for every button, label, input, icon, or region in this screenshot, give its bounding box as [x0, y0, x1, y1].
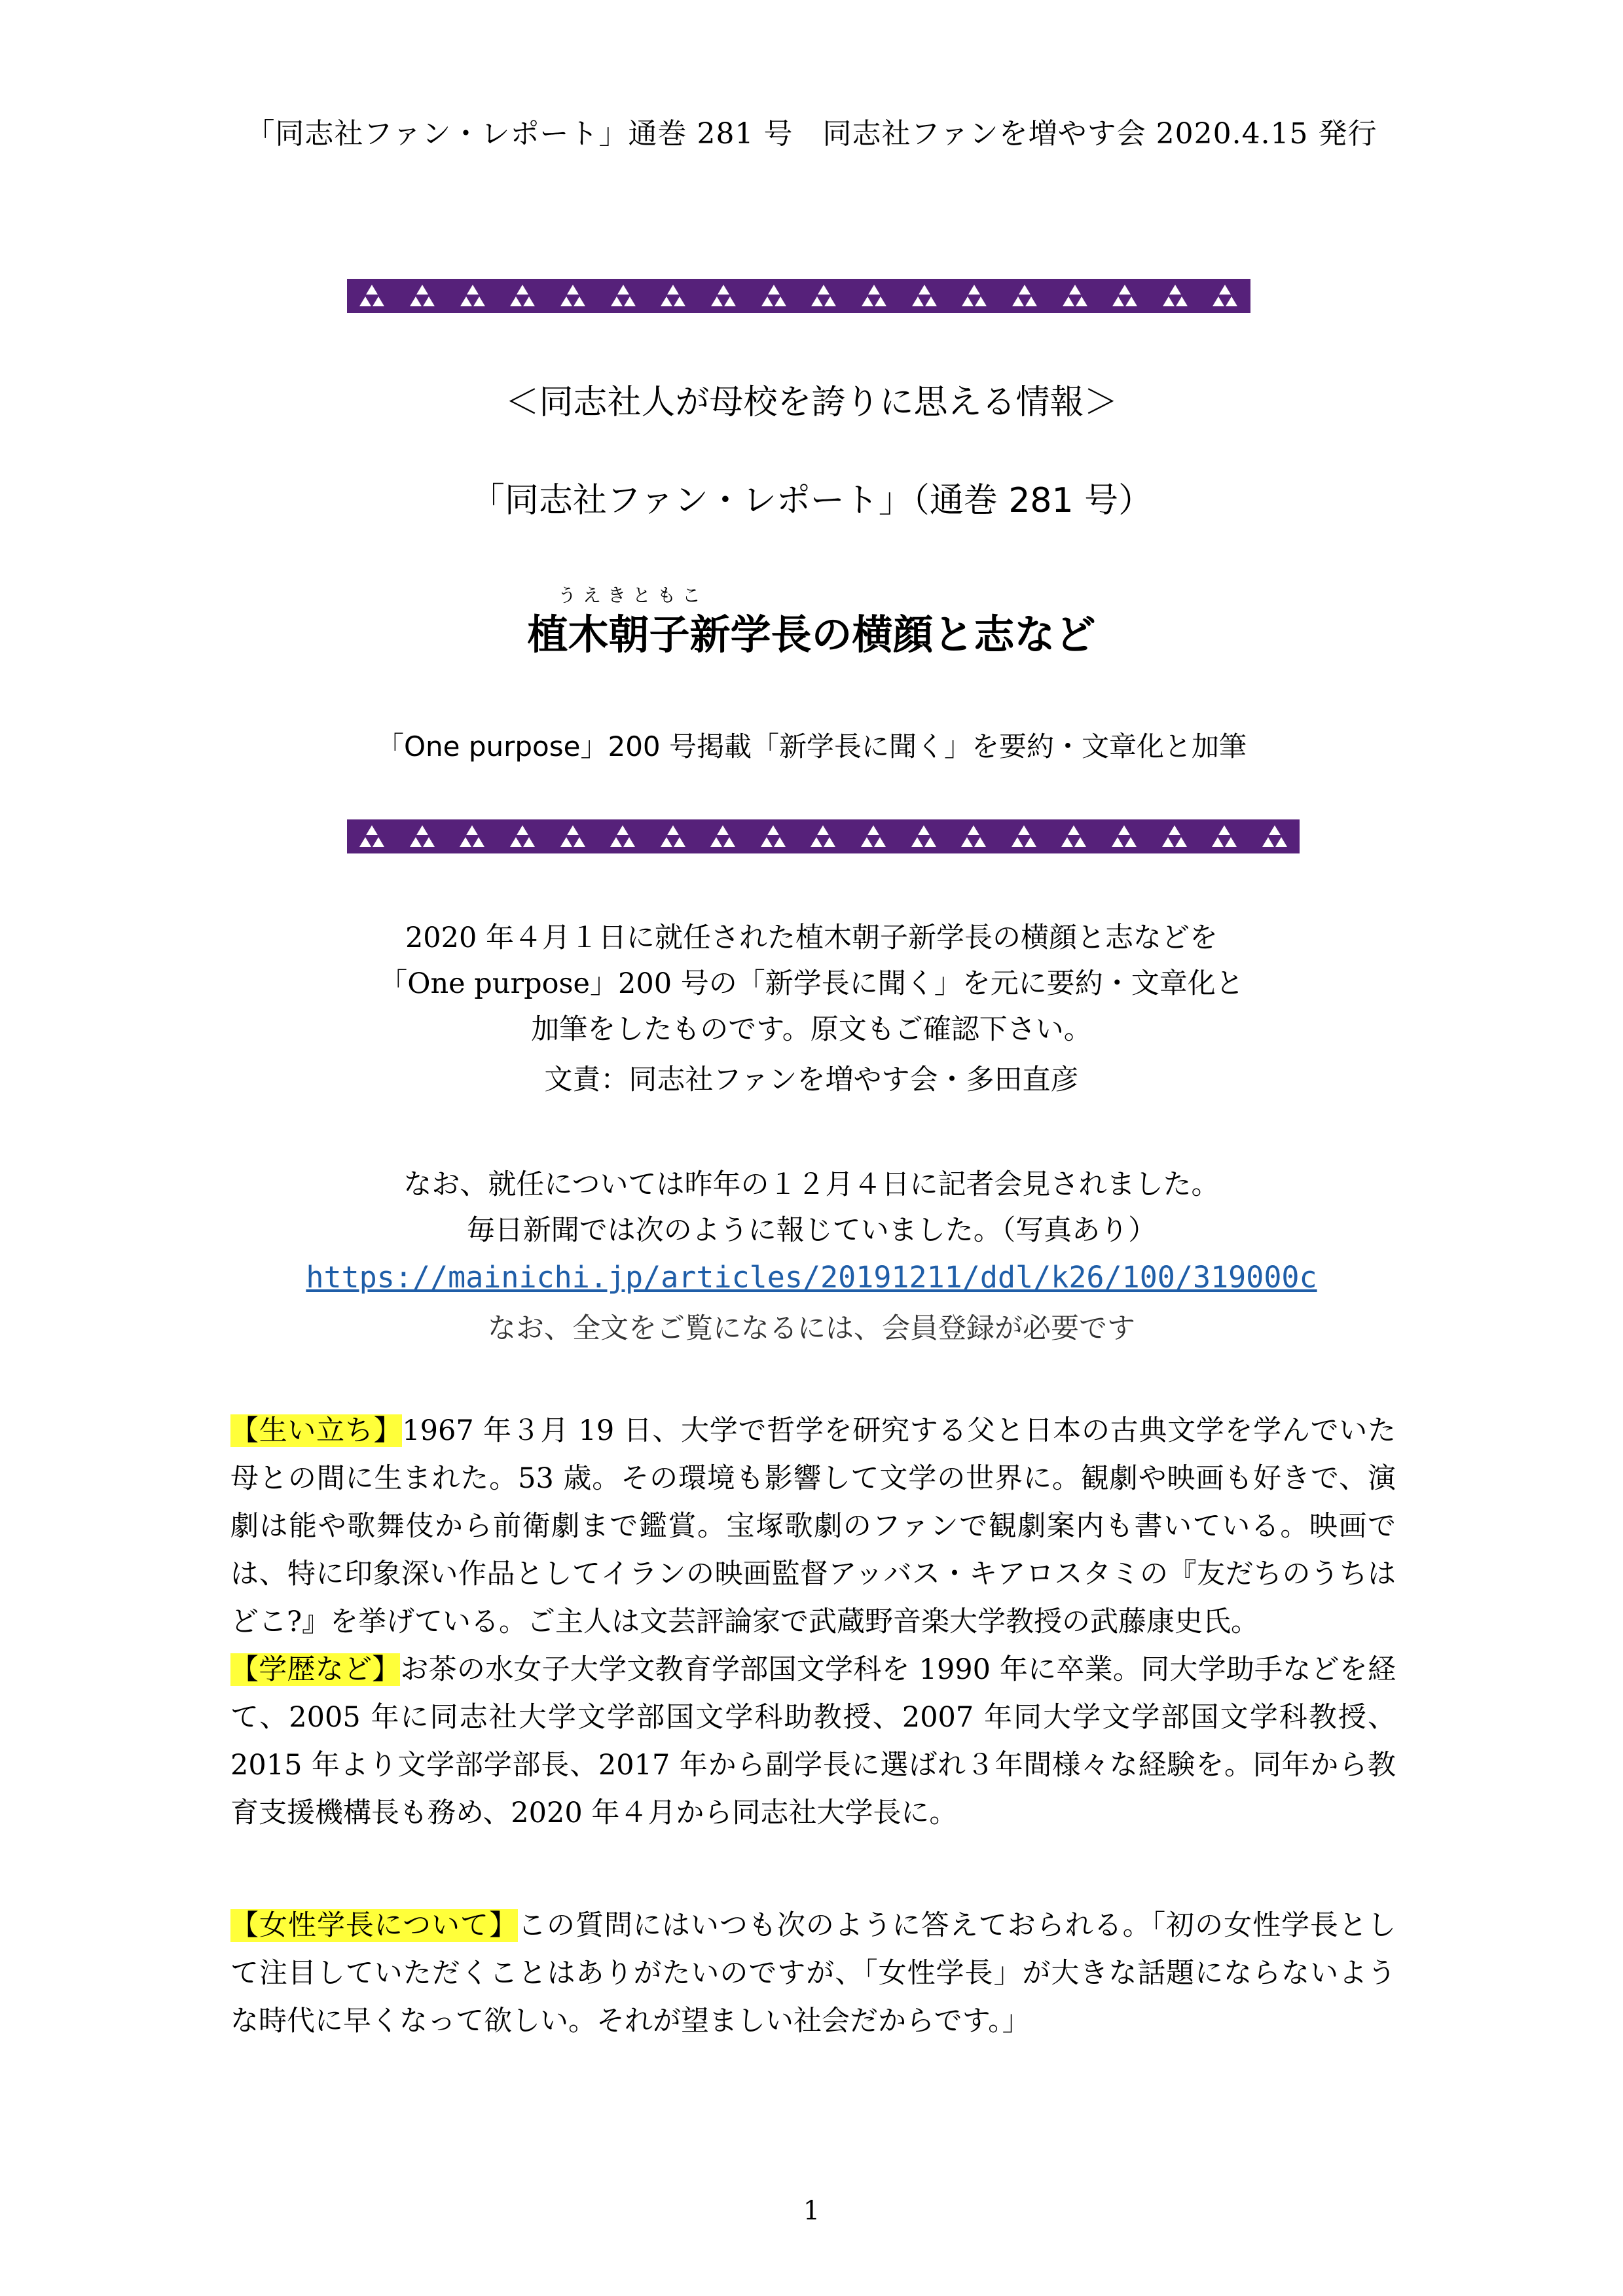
intro-line: 加筆をしたものです。原文もご確認下さい。 — [531, 1013, 1092, 1046]
triangle-pattern-icon — [710, 283, 737, 308]
triangle-pattern-icon — [1061, 283, 1089, 308]
triangle-pattern-icon — [1060, 824, 1087, 849]
triangle-pattern-icon — [409, 283, 436, 308]
triangle-pattern-icon — [709, 824, 737, 849]
intro-line: 2020 年４月１日に就任された植木朝子新学長の横顔と志などを — [405, 922, 1218, 954]
triangle-pattern-icon — [458, 824, 486, 849]
decorative-band-bottom — [347, 819, 1300, 853]
triangle-pattern-icon — [659, 824, 687, 849]
note-line: なお、全文をご覧になるには、会員登録が必要です — [488, 1312, 1135, 1345]
female-president-label: 【女性学長について】 — [230, 1909, 518, 1942]
triangle-pattern-icon — [760, 283, 788, 308]
triangle-pattern-icon — [1111, 283, 1139, 308]
triangle-pattern-icon — [459, 283, 486, 308]
triangle-pattern-icon — [1110, 824, 1138, 849]
upbringing-label: 【生い立ち】 — [230, 1414, 403, 1447]
triangle-pattern-icon — [609, 824, 636, 849]
triangle-pattern-icon — [1261, 824, 1288, 849]
running-header: 「同志社ファン・レポート」通巻 281 号 同志社ファンを増やす会 2020.4.15 発行 — [246, 117, 1377, 151]
triangle-pattern-icon — [1211, 824, 1238, 849]
triangle-pattern-icon — [358, 824, 386, 849]
page-number: 1 — [803, 2196, 820, 2226]
source-line: 「One purpose」200 号掲載「新学長に聞く」を要約・文章化と加筆 — [376, 730, 1247, 762]
triangle-pattern-icon — [509, 283, 536, 308]
note-line: なお、就任については昨年の１２月４日に記者会見されました。 — [403, 1168, 1220, 1201]
mainichi-news-link[interactable]: https://mainichi.jp/articles/20191211/ddl/k26/100/319000c — [306, 1260, 1317, 1295]
triangle-pattern-icon — [659, 283, 687, 308]
triangle-pattern-icon — [860, 824, 887, 849]
education-label: 【学歴など】 — [230, 1653, 401, 1686]
triangle-pattern-icon — [559, 283, 587, 308]
upbringing-text: 1967 年３月 19 日、大学で哲学を研究する父と日本の古典文学を学んでいた母との間に生まれた。53 歳。その環境も影響して文学の世界に。観劇や映画も好きで、演劇は能や歌舞伎から前衛劇まで鑑賞。宝塚歌劇のファンで観劇案内も書いている。映画では、特に印象深い作品としてイランの映画監督アッバス・キアロスタミの『友だちのうちはどこ?』を挙げている。ご主人は文芸評論家で武蔵野音楽大学教授の武藤康史氏。 — [230, 1414, 1396, 1638]
triangle-pattern-icon — [509, 824, 536, 849]
page-title: 植木朝子新学長の横顔と志など — [527, 611, 1096, 658]
triangle-pattern-icon — [911, 283, 938, 308]
section-upbringing — [230, 1407, 1396, 1837]
triangle-pattern-icon — [358, 283, 386, 308]
subtitle-info: ＜同志社人が母校を誇りに思える情報＞ — [505, 383, 1118, 422]
triangle-pattern-icon — [559, 824, 587, 849]
triangle-pattern-icon — [409, 824, 436, 849]
triangle-pattern-icon — [810, 283, 837, 308]
triangle-pattern-icon — [960, 283, 988, 308]
intro-author-line: 文責：同志社ファンを増やす会・多田直彦 — [544, 1064, 1079, 1096]
triangle-pattern-icon — [910, 824, 938, 849]
triangle-pattern-icon — [1161, 824, 1188, 849]
triangle-pattern-icon — [1011, 283, 1038, 308]
triangle-pattern-icon — [759, 824, 787, 849]
note-line: 毎日新聞では次のように報じていました。（写真あり） — [466, 1214, 1157, 1247]
female-president-text: この質問にはいつも次のように答えておられる。「初の女性学長として注目していただくことはありがたいのですが、「女性学長」が大きな話題にならないような時代に早くなって欲しい。それが望ましい社会だからです。」 — [230, 1909, 1396, 2037]
triangle-pattern-icon — [809, 824, 837, 849]
triangle-pattern-icon — [610, 283, 637, 308]
triangle-pattern-icon — [960, 824, 987, 849]
intro-line: 「One purpose」200 号の「新学長に聞く」を元に要約・文章化と — [379, 967, 1244, 1000]
section-female-president — [230, 1902, 1396, 2045]
education-text: お茶の水女子大学文教育学部国文学科を 1990 年に卒業。同大学助手などを経て、2005 年に同志社大学文学部国文学科助教授、2007 年同大学文学部国文学科教授、2015 年より文学部学部長、2017 年から副学長に選ばれ３年間様々な経験を。同年から教育支援機構長も務め、2020 年４月から同志社大学長に。 — [230, 1653, 1396, 1829]
triangle-pattern-icon — [1211, 283, 1239, 308]
triangle-pattern-icon — [860, 283, 888, 308]
triangle-pattern-icon — [1161, 283, 1189, 308]
title-ruby-reading: うえきともこ — [558, 584, 708, 606]
subtitle-issue: 「同志社ファン・レポート」（通巻 281 号） — [470, 481, 1153, 520]
decorative-band-top — [347, 279, 1250, 313]
triangle-pattern-icon — [1010, 824, 1038, 849]
